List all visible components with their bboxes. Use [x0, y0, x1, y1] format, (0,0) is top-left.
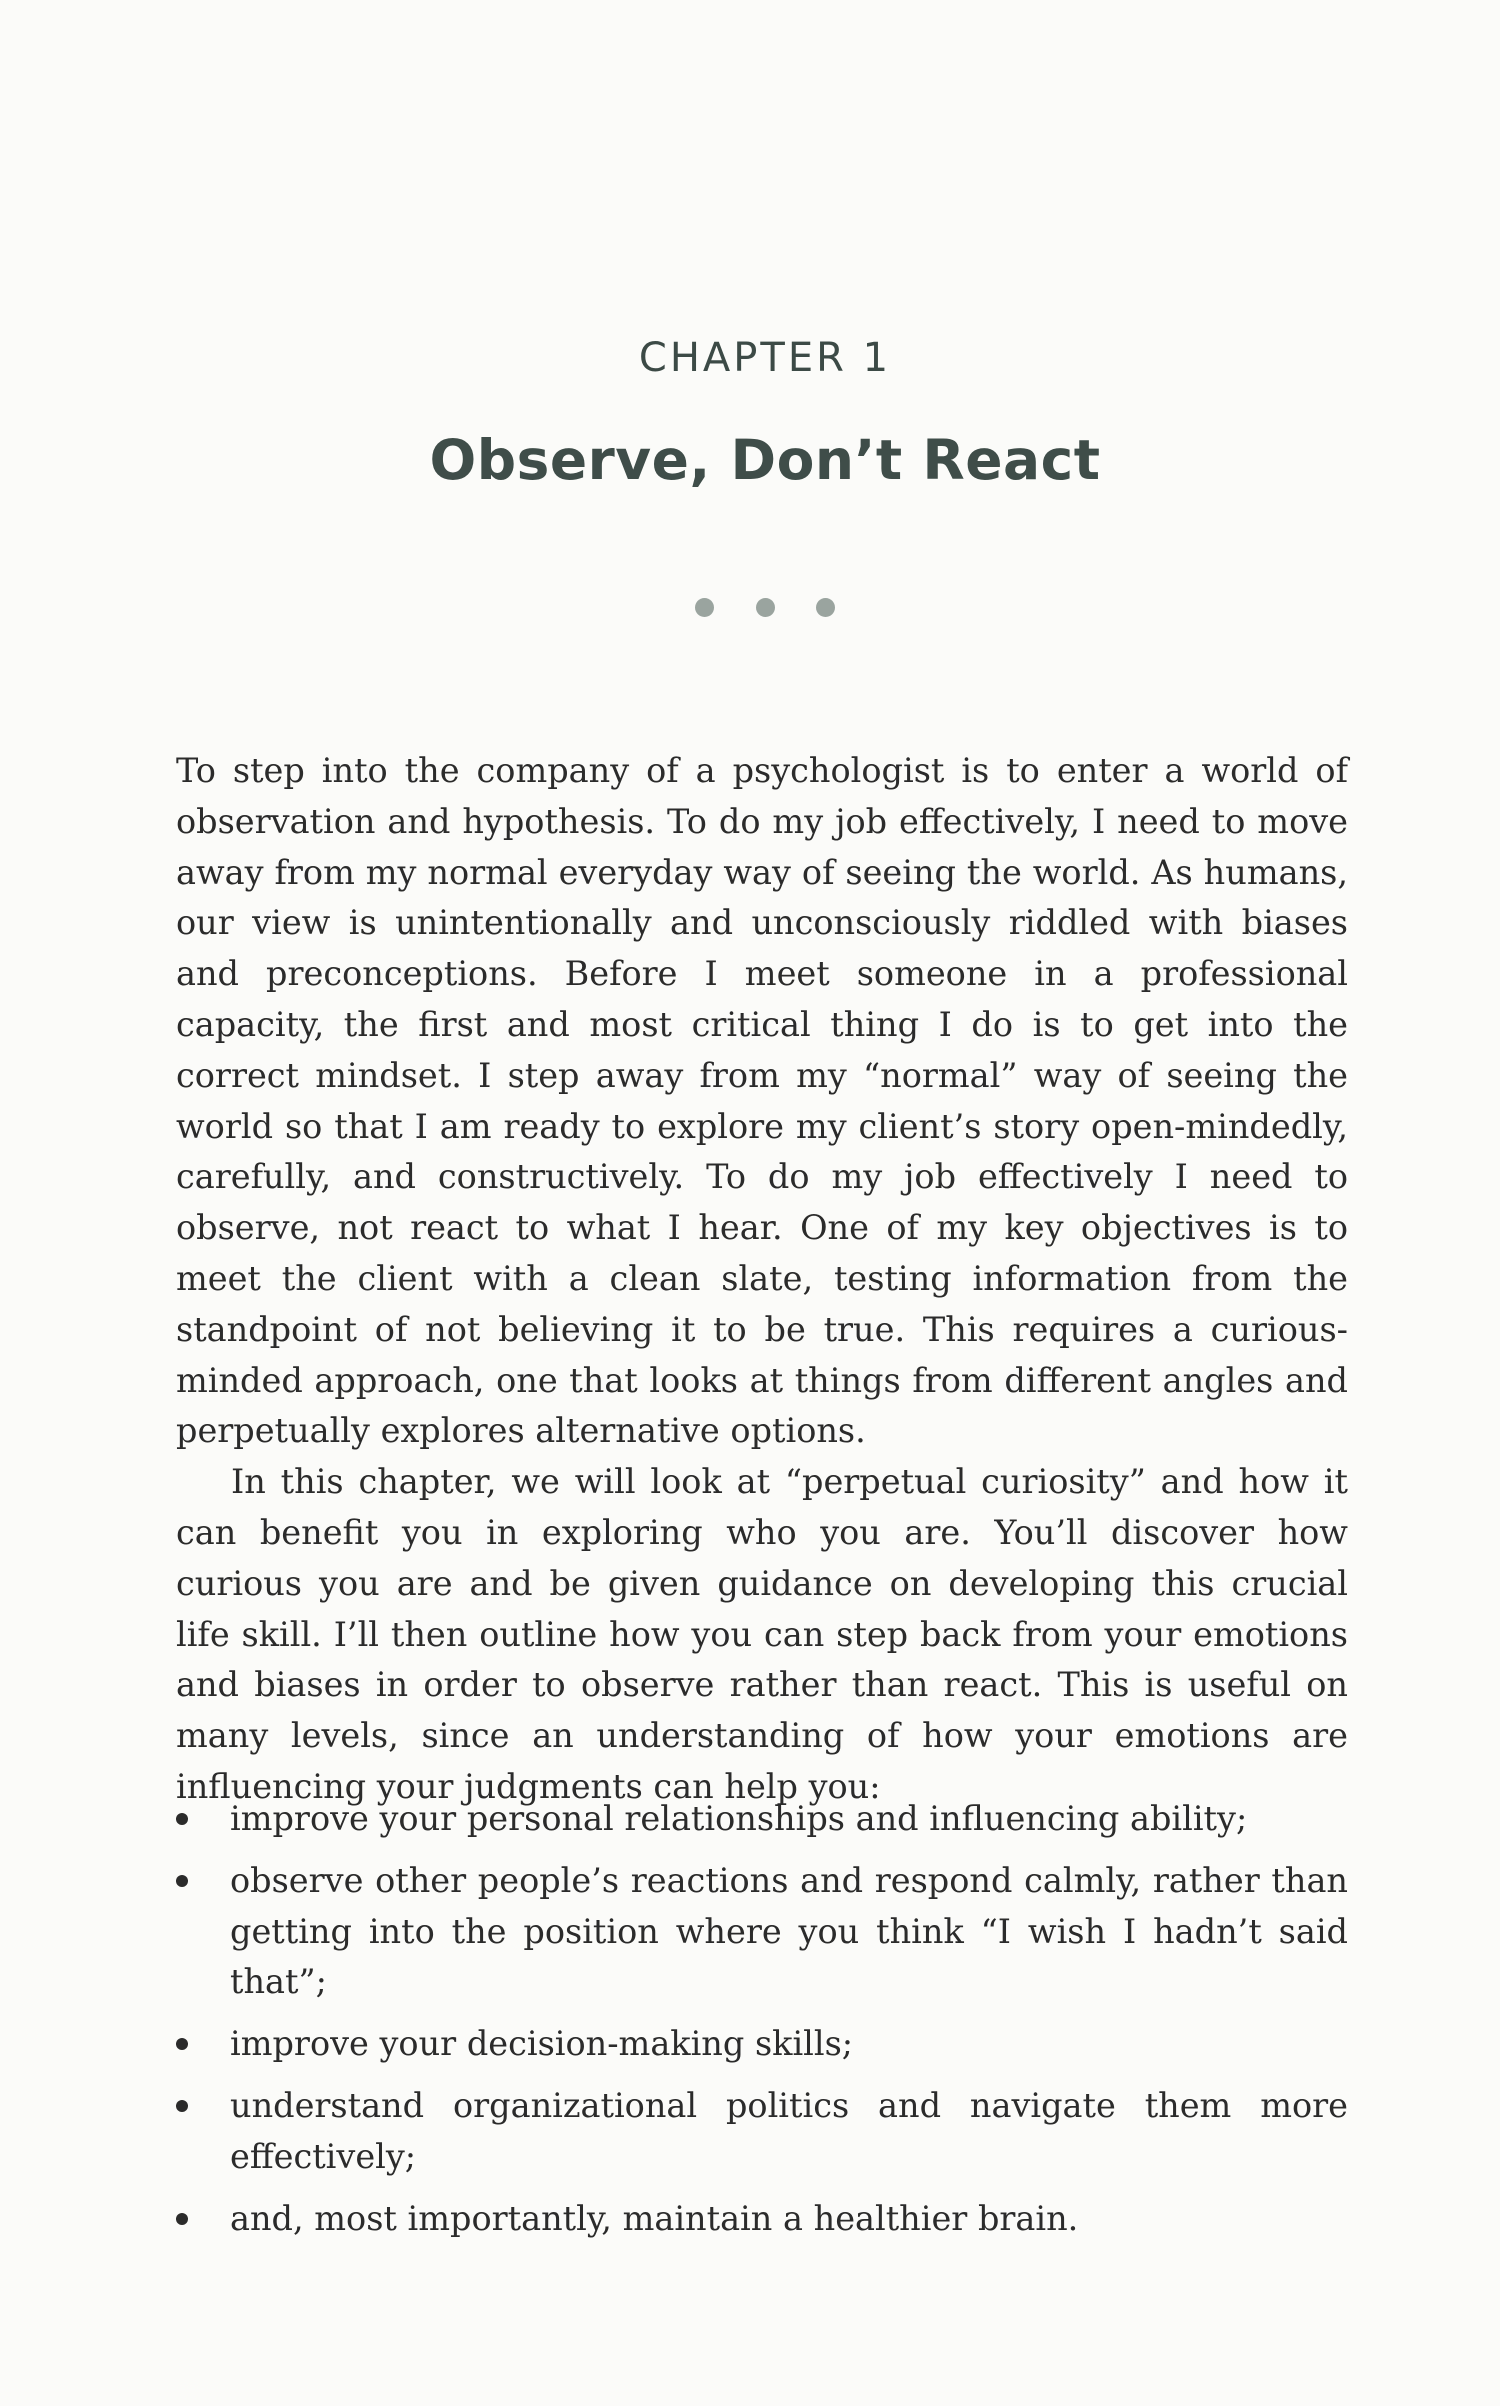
list-item [176, 1794, 1348, 1845]
ornament-dot-icon [756, 598, 775, 617]
paragraph-2: In this chapter, we will look at “perpetual curiosity” and how it can benefit you in exploring who you are. You’ll discover how curious you are and be given guidance on developing this crucial life skill. I’ll then outline how you can step back from your emotions and biases in order to observe rather than react. This is useful on many levels, since an understanding of how your emotions are influencing your judgments can help you: [176, 1462, 1348, 1806]
bullet-icon [176, 1813, 188, 1825]
list-item-text: improve your personal relationships and influencing ability; [230, 1799, 1248, 1838]
ornament-dot-icon [695, 598, 714, 617]
bullet-icon [176, 2100, 188, 2112]
chapter-label: CHAPTER 1 [638, 335, 892, 381]
chapter-body [176, 746, 1348, 1813]
bullet-list [176, 1794, 1348, 2255]
ornament-dot-icon [816, 598, 835, 617]
chapter-title: Observe, Don’t React [429, 428, 1101, 492]
bullet-icon [176, 2038, 188, 2050]
list-item [176, 2194, 1348, 2245]
list-item [176, 2081, 1348, 2183]
list-item-text: improve your decision-making skills; [230, 2024, 854, 2064]
list-item [176, 1856, 1348, 2008]
paragraph-1: To step into the company of a psychologist is to enter a world of observation and hypothesis. To do my job effectively, I need to move away from my normal everyday way of seeing the world. As humans, our view is unintentionally and unconsciously riddled with biases and preconceptions. Before I meet someone in a professional capacity, the first and most critical thing I do is to get into the correct mindset. I step away from my “normal” way of seeing the world so that I am ready to explore my client’s story open-mindedly, carefully, and constructively. To do my job effectively I need to observe, not react to what I hear. One of my key objectives is to meet the client with a clean slate, testing information from the standpoint of not believing it to be true. This requires a curious-minded approach, one that looks at things from different angles and perpetually explores alternative options. [176, 751, 1348, 1451]
list-item [176, 2019, 1348, 2070]
bullet-icon [176, 2213, 188, 2225]
list-item-text: understand organizational politics and navigate them more effectively; [230, 2085, 1348, 2176]
list-item-text: and, most importantly, maintain a healthier brain. [230, 2198, 1079, 2238]
section-ornament [695, 596, 835, 618]
list-item-text: observe other people’s reactions and respond calmly, rather than getting into the position where you think “I wish I hadn’t said that”; [230, 1860, 1348, 2002]
bullet-icon [176, 1875, 188, 1887]
